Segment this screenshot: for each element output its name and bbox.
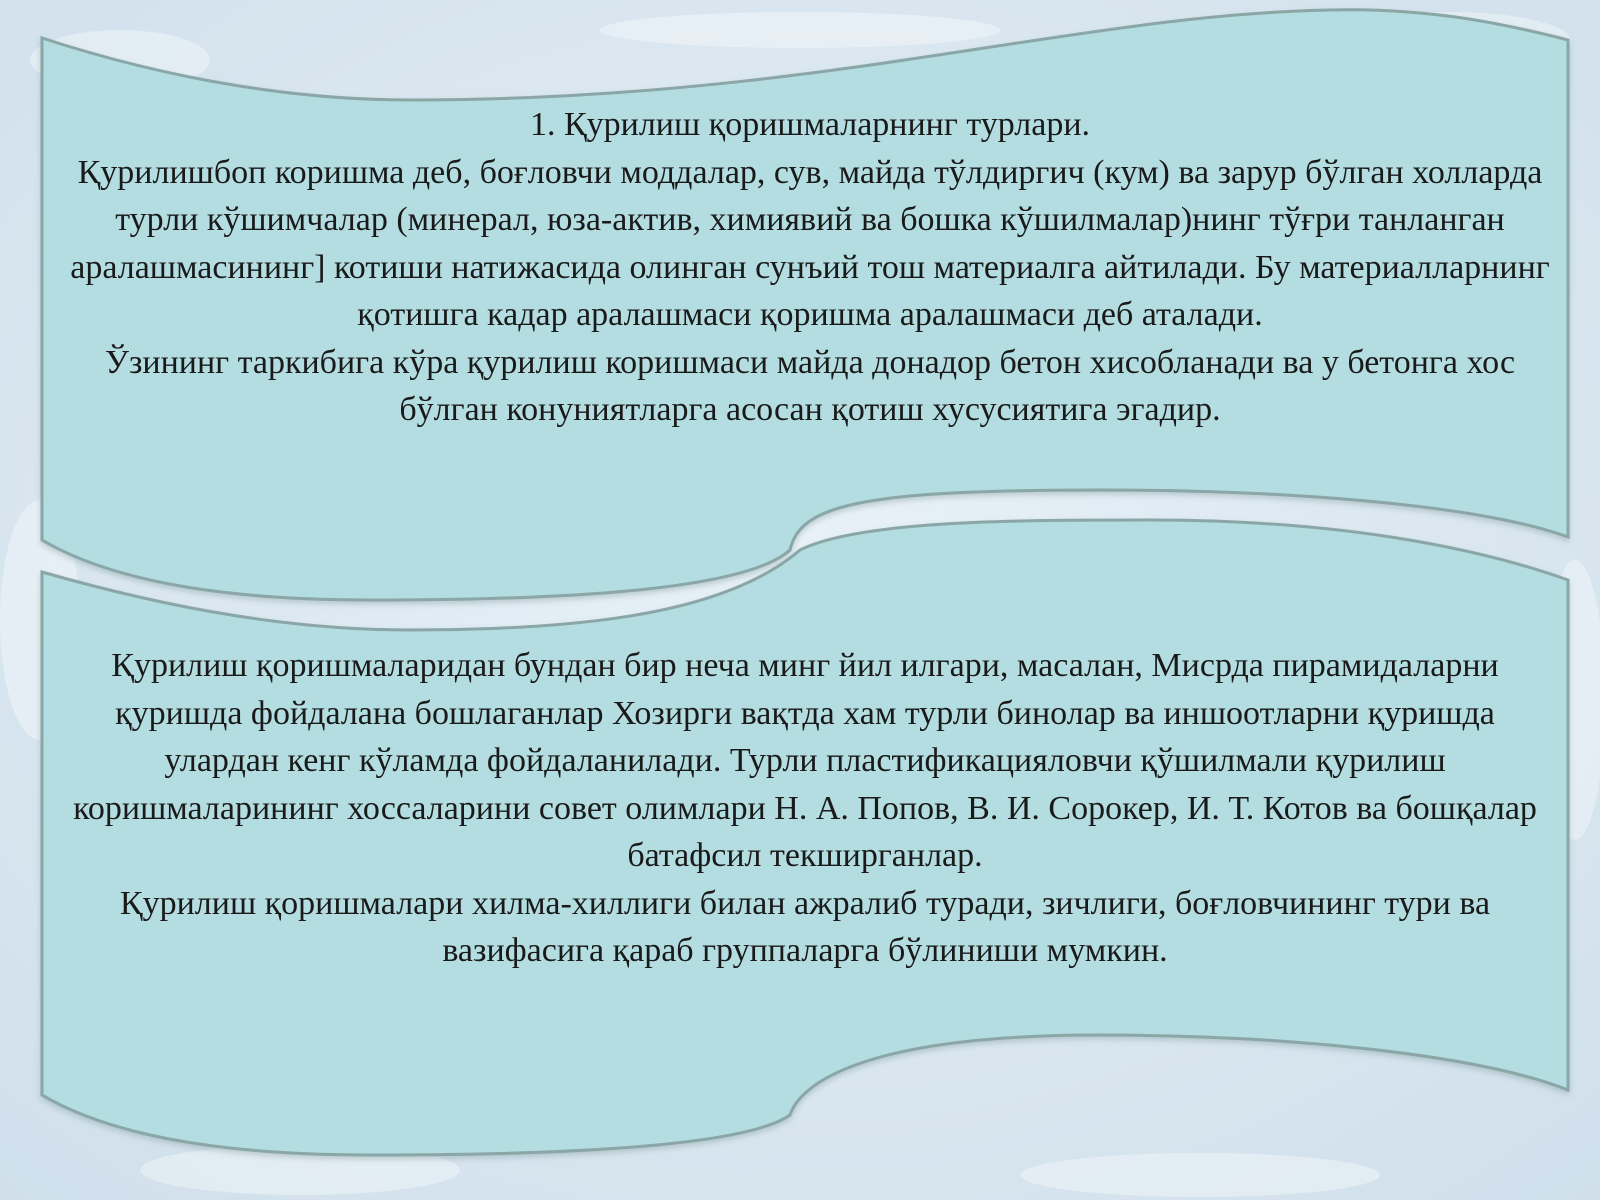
panel-2-paragraph: Қурилиш қоришмалари хилма-хиллиги билан ажралиб туради, зичлиги, боғловчининг тури ва вазифасига қараб группаларга бўлиниши мумкин. (119, 884, 1491, 969)
panel-2-text (60, 642, 1550, 975)
panel-1-heading: 1. Қурилиш қоришмаларнинг турлари. (529, 106, 1091, 143)
panel-1-paragraph: Ўзининг таркибига кўра қурилиш коришмаси майда донадор бетон хисобланади ва у бетонга хос бўлган конуниятларга асосан қотиш хусусиятига эгадир. (104, 343, 1516, 428)
panel-1-paragraph: Қурилишбоп коришма деб, боғловчи моддалар, сув, майда тўлдиргич (кум) ва зарур бўлган холларда турли кўшимчалар (минерал, юза-актив, химиявий ва бошка кўшилмалар)нинг тўғри танланган аралашмасининг] котиши натижасида олинган сунъий тош материалга айтилади. Бу материалларнинг қотишга кадар аралашмаси қоришма аралашмаси деб аталади. (70, 153, 1550, 333)
panel-2-paragraph: Қурилиш қоришмаларидан бундан бир неча минг йил илгари, масалан, Мисрда пирамидаларни қуришда фойдалана бошлаганлар Хозирги вақтда хам турли бинолар ва иншоотларни қуришда улардан кенг кўламда фойдаланилади. Турли пластификацияловчи қўшилмали қурилиш коришмаларининг хоссаларини совет олимлари Н. А. Попов, В. И. Сорокер, И. Т. Котов ва бошқалар батафсил текширганлар. (73, 647, 1537, 874)
panel-1-text (70, 101, 1550, 434)
